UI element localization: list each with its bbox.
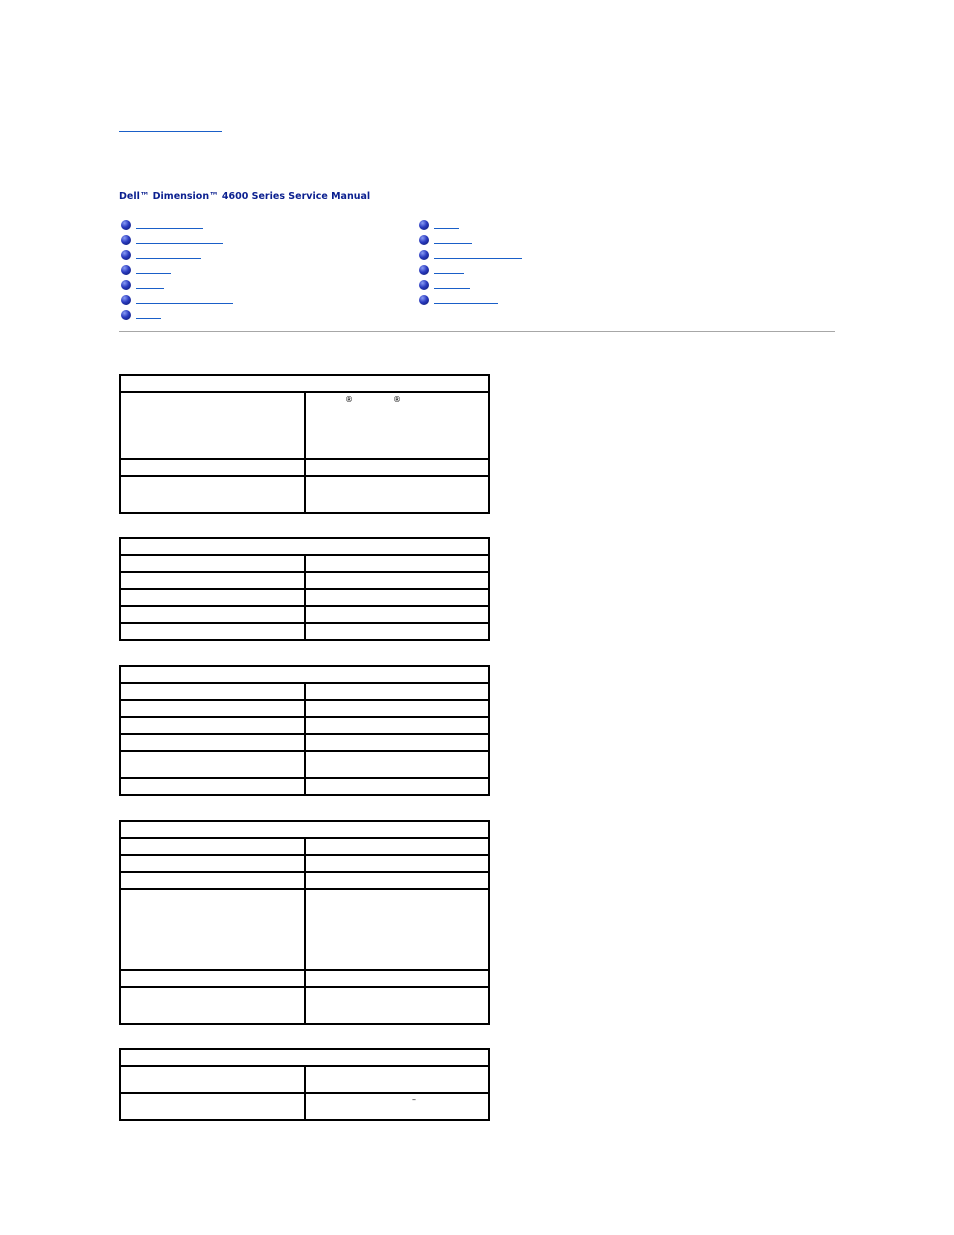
registered-mark: ® (393, 395, 401, 404)
table-cell (120, 872, 305, 889)
registered-mark: ® (345, 395, 353, 404)
table-cell (120, 623, 305, 640)
table-cell (120, 717, 305, 734)
table-cell (305, 589, 490, 606)
nav-link[interactable] (136, 264, 171, 274)
bullet-icon (419, 265, 429, 275)
table-header (120, 538, 489, 555)
nav-column-right (419, 219, 679, 309)
bullet-icon (121, 250, 131, 260)
spec-table-1 (119, 374, 490, 514)
nav-link[interactable] (136, 219, 203, 229)
table-cell (305, 459, 490, 476)
nav-link[interactable] (434, 294, 498, 304)
table-cell (305, 872, 490, 889)
nav-column-left (121, 219, 381, 324)
table-cell (305, 572, 490, 589)
nav-link[interactable] (136, 309, 161, 319)
nav-link[interactable] (136, 234, 223, 244)
nav-item[interactable] (121, 309, 381, 324)
bullet-icon (419, 220, 429, 230)
bullet-icon (419, 280, 429, 290)
table-cell (120, 778, 305, 795)
spec-table-4 (119, 820, 490, 1025)
table-cell (305, 889, 490, 970)
bullet-icon (121, 310, 131, 320)
section-divider (119, 331, 835, 332)
table-cell (305, 476, 490, 513)
table-cell (305, 623, 490, 640)
nav-item[interactable] (121, 219, 381, 234)
spec-table-5 (119, 1048, 490, 1121)
bullet-icon (121, 220, 131, 230)
nav-link[interactable] (136, 279, 164, 289)
table-header (120, 821, 489, 838)
nav-item[interactable] (419, 294, 679, 309)
nav-item[interactable] (419, 279, 679, 294)
table-cell (120, 700, 305, 717)
bullet-icon (121, 265, 131, 275)
table-cell (305, 683, 490, 700)
table-cell (120, 855, 305, 872)
table-cell (120, 751, 305, 778)
nav-item[interactable] (121, 234, 381, 249)
manual-title: Dell™ Dimension™ 4600 Series Service Manual (119, 191, 371, 202)
table-cell (305, 606, 490, 623)
bullet-icon (121, 280, 131, 290)
table-cell (120, 683, 305, 700)
table-cell (120, 606, 305, 623)
nav-item[interactable] (121, 294, 381, 309)
table-cell (120, 889, 305, 970)
bullet-icon (121, 295, 131, 305)
table-header (120, 375, 489, 392)
table-header (120, 666, 489, 683)
table-cell (120, 970, 305, 987)
nav-link[interactable] (434, 279, 470, 289)
table-cell (305, 1066, 490, 1093)
table-cell (120, 987, 305, 1024)
nav-item[interactable] (121, 264, 381, 279)
table-cell (305, 970, 490, 987)
nav-item[interactable] (121, 279, 381, 294)
table-cell (305, 838, 490, 855)
back-link[interactable] (119, 122, 222, 132)
table-cell (120, 572, 305, 589)
table-cell (120, 734, 305, 751)
nav-link[interactable] (434, 234, 472, 244)
table-cell (305, 700, 490, 717)
nav-link[interactable] (136, 249, 201, 259)
nav-item[interactable] (419, 234, 679, 249)
nav-link[interactable] (434, 249, 522, 259)
table-cell (120, 392, 305, 459)
spec-table-3 (119, 665, 490, 796)
table-cell (305, 987, 490, 1024)
table-cell (120, 838, 305, 855)
table-cell (305, 778, 490, 795)
table-cell (120, 476, 305, 513)
nav-link[interactable] (434, 264, 464, 274)
nav-link[interactable] (434, 219, 459, 229)
table-cell (305, 555, 490, 572)
table-cell (120, 459, 305, 476)
table-cell (305, 717, 490, 734)
nav-link[interactable] (136, 294, 233, 304)
table-cell (305, 734, 490, 751)
table-header (120, 1049, 489, 1066)
bullet-icon (419, 250, 429, 260)
table-cell (120, 555, 305, 572)
table-cell (305, 1093, 490, 1120)
table-cell (120, 589, 305, 606)
nav-item[interactable] (121, 249, 381, 264)
table-cell (120, 1066, 305, 1093)
table-cell (120, 1093, 305, 1120)
table-cell (305, 751, 490, 778)
dash-mark: – (412, 1095, 416, 1104)
table-cell (305, 855, 490, 872)
bullet-icon (121, 235, 131, 245)
nav-item[interactable] (419, 249, 679, 264)
bullet-icon (419, 295, 429, 305)
nav-item[interactable] (419, 219, 679, 234)
spec-table-2 (119, 537, 490, 641)
nav-item[interactable] (419, 264, 679, 279)
bullet-icon (419, 235, 429, 245)
